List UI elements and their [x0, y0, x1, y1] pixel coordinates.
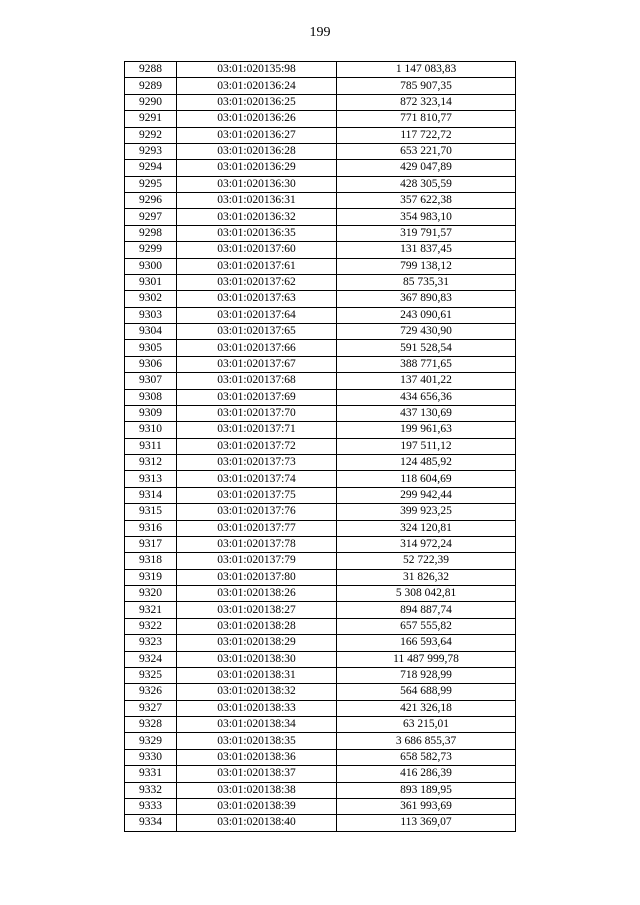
row-number-cell: 9294 [125, 160, 177, 176]
table-row [125, 422, 516, 438]
cadastral-number-cell: 03:01:020137:63 [177, 291, 337, 307]
value-cell: 31 826,32 [337, 569, 516, 585]
table-row [125, 258, 516, 274]
value-cell: 113 369,07 [337, 815, 516, 831]
row-number-cell: 9334 [125, 815, 177, 831]
value-cell: 893 189,95 [337, 782, 516, 798]
cadastral-number-cell: 03:01:020138:33 [177, 700, 337, 716]
cadastral-number-cell: 03:01:020138:31 [177, 667, 337, 683]
cadastral-number-cell: 03:01:020138:35 [177, 733, 337, 749]
row-number-cell: 9288 [125, 62, 177, 78]
row-number-cell: 9314 [125, 487, 177, 503]
row-number-cell: 9290 [125, 94, 177, 110]
data-table [124, 61, 516, 832]
value-cell: 421 326,18 [337, 700, 516, 716]
table-row [125, 62, 516, 78]
table-row [125, 193, 516, 209]
row-number-cell: 9319 [125, 569, 177, 585]
cadastral-number-cell: 03:01:020136:27 [177, 127, 337, 143]
value-cell: 131 837,45 [337, 242, 516, 258]
value-cell: 52 722,39 [337, 553, 516, 569]
table-row [125, 143, 516, 159]
table-row [125, 700, 516, 716]
value-cell: 3 686 855,37 [337, 733, 516, 749]
table-row [125, 307, 516, 323]
cadastral-number-cell: 03:01:020137:69 [177, 389, 337, 405]
row-number-cell: 9325 [125, 667, 177, 683]
row-number-cell: 9322 [125, 618, 177, 634]
value-cell: 319 791,57 [337, 225, 516, 241]
cadastral-number-cell: 03:01:020137:79 [177, 553, 337, 569]
table-row [125, 356, 516, 372]
value-cell: 785 907,35 [337, 78, 516, 94]
row-number-cell: 9321 [125, 602, 177, 618]
cadastral-number-cell: 03:01:020136:30 [177, 176, 337, 192]
value-cell: 434 656,36 [337, 389, 516, 405]
cadastral-number-cell: 03:01:020137:73 [177, 455, 337, 471]
value-cell: 117 722,72 [337, 127, 516, 143]
cadastral-number-cell: 03:01:020137:72 [177, 438, 337, 454]
table-row [125, 471, 516, 487]
row-number-cell: 9331 [125, 766, 177, 782]
table-row [125, 504, 516, 520]
value-cell: 361 993,69 [337, 798, 516, 814]
value-cell: 197 511,12 [337, 438, 516, 454]
table-row [125, 782, 516, 798]
cadastral-number-cell: 03:01:020138:37 [177, 766, 337, 782]
table-row [125, 618, 516, 634]
value-cell: 564 688,99 [337, 684, 516, 700]
cadastral-number-cell: 03:01:020138:28 [177, 618, 337, 634]
cadastral-number-cell: 03:01:020137:74 [177, 471, 337, 487]
value-cell: 591 528,54 [337, 340, 516, 356]
cadastral-number-cell: 03:01:020137:80 [177, 569, 337, 585]
value-cell: 428 305,59 [337, 176, 516, 192]
table-row [125, 667, 516, 683]
table-row [125, 176, 516, 192]
value-cell: 429 047,89 [337, 160, 516, 176]
row-number-cell: 9312 [125, 455, 177, 471]
row-number-cell: 9300 [125, 258, 177, 274]
value-cell: 388 771,65 [337, 356, 516, 372]
value-cell: 399 923,25 [337, 504, 516, 520]
table-row [125, 127, 516, 143]
value-cell: 63 215,01 [337, 717, 516, 733]
cadastral-number-cell: 03:01:020137:61 [177, 258, 337, 274]
row-number-cell: 9303 [125, 307, 177, 323]
row-number-cell: 9332 [125, 782, 177, 798]
cadastral-number-cell: 03:01:020136:31 [177, 193, 337, 209]
value-cell: 894 887,74 [337, 602, 516, 618]
table-row [125, 798, 516, 814]
value-cell: 166 593,64 [337, 635, 516, 651]
row-number-cell: 9299 [125, 242, 177, 258]
page-number: 199 [309, 25, 331, 40]
cadastral-number-cell: 03:01:020138:26 [177, 586, 337, 602]
cadastral-number-cell: 03:01:020138:27 [177, 602, 337, 618]
value-cell: 324 120,81 [337, 520, 516, 536]
value-cell: 653 221,70 [337, 143, 516, 159]
row-number-cell: 9328 [125, 717, 177, 733]
table-row [125, 225, 516, 241]
cadastral-number-cell: 03:01:020137:67 [177, 356, 337, 372]
row-number-cell: 9298 [125, 225, 177, 241]
table-row [125, 94, 516, 110]
row-number-cell: 9324 [125, 651, 177, 667]
row-number-cell: 9297 [125, 209, 177, 225]
row-number-cell: 9313 [125, 471, 177, 487]
row-number-cell: 9295 [125, 176, 177, 192]
cadastral-number-cell: 03:01:020137:78 [177, 536, 337, 552]
table-row [125, 111, 516, 127]
table-row [125, 438, 516, 454]
cadastral-number-cell: 03:01:020137:75 [177, 487, 337, 503]
row-number-cell: 9301 [125, 274, 177, 290]
cadastral-number-cell: 03:01:020136:28 [177, 143, 337, 159]
row-number-cell: 9291 [125, 111, 177, 127]
cadastral-number-cell: 03:01:020136:35 [177, 225, 337, 241]
row-number-cell: 9317 [125, 536, 177, 552]
cadastral-number-cell: 03:01:020138:30 [177, 651, 337, 667]
value-cell: 118 604,69 [337, 471, 516, 487]
table-row [125, 160, 516, 176]
table-row [125, 635, 516, 651]
table-row [125, 586, 516, 602]
value-cell: 367 890,83 [337, 291, 516, 307]
table-row [125, 684, 516, 700]
value-cell: 437 130,69 [337, 405, 516, 421]
row-number-cell: 9306 [125, 356, 177, 372]
table-row [125, 717, 516, 733]
table-row [125, 274, 516, 290]
table-row [125, 291, 516, 307]
row-number-cell: 9308 [125, 389, 177, 405]
cadastral-number-cell: 03:01:020137:62 [177, 274, 337, 290]
row-number-cell: 9305 [125, 340, 177, 356]
cadastral-number-cell: 03:01:020137:71 [177, 422, 337, 438]
row-number-cell: 9310 [125, 422, 177, 438]
cadastral-number-cell: 03:01:020137:70 [177, 405, 337, 421]
row-number-cell: 9304 [125, 324, 177, 340]
row-number-cell: 9289 [125, 78, 177, 94]
row-number-cell: 9327 [125, 700, 177, 716]
row-number-cell: 9330 [125, 749, 177, 765]
row-number-cell: 9320 [125, 586, 177, 602]
row-number-cell: 9323 [125, 635, 177, 651]
value-cell: 1 147 083,83 [337, 62, 516, 78]
row-number-cell: 9326 [125, 684, 177, 700]
table-row [125, 242, 516, 258]
table-row [125, 815, 516, 831]
row-number-cell: 9302 [125, 291, 177, 307]
table-row [125, 553, 516, 569]
table-row [125, 733, 516, 749]
cadastral-number-cell: 03:01:020138:38 [177, 782, 337, 798]
row-number-cell: 9333 [125, 798, 177, 814]
cadastral-number-cell: 03:01:020138:32 [177, 684, 337, 700]
cadastral-number-cell: 03:01:020138:34 [177, 717, 337, 733]
value-cell: 872 323,14 [337, 94, 516, 110]
cadastral-number-cell: 03:01:020136:26 [177, 111, 337, 127]
value-cell: 357 622,38 [337, 193, 516, 209]
value-cell: 354 983,10 [337, 209, 516, 225]
cadastral-number-cell: 03:01:020138:40 [177, 815, 337, 831]
row-number-cell: 9329 [125, 733, 177, 749]
cadastral-number-cell: 03:01:020138:36 [177, 749, 337, 765]
cadastral-number-cell: 03:01:020138:39 [177, 798, 337, 814]
value-cell: 299 942,44 [337, 487, 516, 503]
cadastral-number-cell: 03:01:020135:98 [177, 62, 337, 78]
value-cell: 718 928,99 [337, 667, 516, 683]
cadastral-number-cell: 03:01:020137:68 [177, 373, 337, 389]
cadastral-number-cell: 03:01:020137:60 [177, 242, 337, 258]
table-row [125, 389, 516, 405]
table-row [125, 340, 516, 356]
row-number-cell: 9316 [125, 520, 177, 536]
cadastral-number-cell: 03:01:020137:66 [177, 340, 337, 356]
cadastral-number-cell: 03:01:020137:76 [177, 504, 337, 520]
table-row [125, 536, 516, 552]
table-row [125, 651, 516, 667]
table-row [125, 455, 516, 471]
row-number-cell: 9311 [125, 438, 177, 454]
table-row [125, 602, 516, 618]
value-cell: 771 810,77 [337, 111, 516, 127]
table-row [125, 520, 516, 536]
row-number-cell: 9318 [125, 553, 177, 569]
cadastral-number-cell: 03:01:020137:64 [177, 307, 337, 323]
value-cell: 199 961,63 [337, 422, 516, 438]
value-cell: 658 582,73 [337, 749, 516, 765]
table-row [125, 569, 516, 585]
table-row [125, 78, 516, 94]
cadastral-number-cell: 03:01:020136:25 [177, 94, 337, 110]
value-cell: 416 286,39 [337, 766, 516, 782]
value-cell: 5 308 042,81 [337, 586, 516, 602]
table-row [125, 324, 516, 340]
cadastral-number-cell: 03:01:020136:29 [177, 160, 337, 176]
row-number-cell: 9307 [125, 373, 177, 389]
value-cell: 799 138,12 [337, 258, 516, 274]
row-number-cell: 9309 [125, 405, 177, 421]
table-row [125, 373, 516, 389]
value-cell: 657 555,82 [337, 618, 516, 634]
row-number-cell: 9296 [125, 193, 177, 209]
value-cell: 85 735,31 [337, 274, 516, 290]
row-number-cell: 9293 [125, 143, 177, 159]
table-row [125, 405, 516, 421]
cadastral-number-cell: 03:01:020138:29 [177, 635, 337, 651]
cadastral-number-cell: 03:01:020137:65 [177, 324, 337, 340]
value-cell: 137 401,22 [337, 373, 516, 389]
cadastral-number-cell: 03:01:020136:24 [177, 78, 337, 94]
value-cell: 729 430,90 [337, 324, 516, 340]
table-row [125, 766, 516, 782]
value-cell: 314 972,24 [337, 536, 516, 552]
cadastral-number-cell: 03:01:020137:77 [177, 520, 337, 536]
table-row [125, 749, 516, 765]
value-cell: 243 090,61 [337, 307, 516, 323]
value-cell: 124 485,92 [337, 455, 516, 471]
cadastral-number-cell: 03:01:020136:32 [177, 209, 337, 225]
table-row [125, 487, 516, 503]
row-number-cell: 9315 [125, 504, 177, 520]
table-body [125, 62, 516, 832]
table-row [125, 209, 516, 225]
row-number-cell: 9292 [125, 127, 177, 143]
value-cell: 11 487 999,78 [337, 651, 516, 667]
